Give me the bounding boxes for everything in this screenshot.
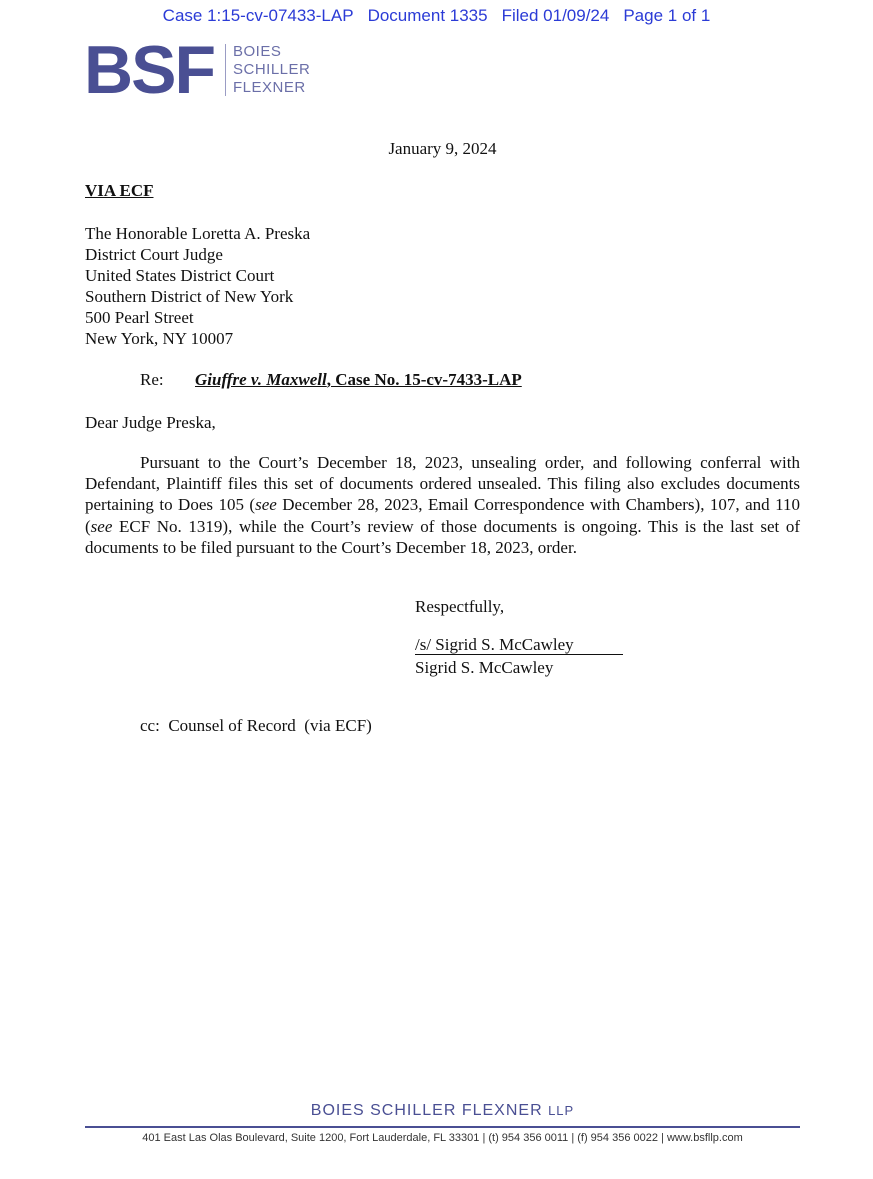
logo-words bbox=[233, 43, 310, 97]
footer-address: 401 East Las Olas Boulevard, Suite 1200, Fort Lauderdale, FL 33301 | (t) 954 356 0011 | (f) 954 356 0022 | www.bsfllp.com bbox=[142, 1132, 743, 1144]
body-text: December 28, 2023, Email Correspondence with Chambers), 107, and 110 ( bbox=[85, 495, 800, 536]
document-number: Document 1335 bbox=[367, 6, 488, 25]
body-see: see bbox=[255, 495, 277, 515]
footer-firm-name bbox=[0, 1102, 873, 1120]
address-line: United States District Court bbox=[85, 266, 275, 285]
logo-word-boies: BOIES bbox=[233, 43, 282, 60]
address-line: District Court Judge bbox=[85, 245, 223, 264]
delivery-method: VIA ECF bbox=[85, 181, 154, 200]
firm-logo bbox=[84, 32, 311, 108]
footer-firm-text: BOIES SCHILLER FLEXNER bbox=[310, 1102, 543, 1119]
recipient-address bbox=[85, 223, 310, 349]
re-label: Re: bbox=[140, 370, 164, 389]
page-count: Page 1 of 1 bbox=[623, 6, 711, 25]
signature-name: Sigrid S. McCawley bbox=[415, 658, 554, 677]
closing: Respectfully, bbox=[415, 597, 505, 616]
footer-llp: LLP bbox=[548, 1103, 575, 1118]
address-line: 500 Pearl Street bbox=[85, 308, 194, 327]
footer-divider bbox=[85, 1126, 800, 1128]
logo-word-schiller: SCHILLER bbox=[233, 61, 311, 78]
re-subject bbox=[195, 370, 522, 389]
body-see: see bbox=[90, 516, 113, 536]
body-text: ECF No. 1319), while the Court’s review of those documents is ongoing. This is the last set of documents to be filed pursuant to the Court’s December 18, 2023, order. bbox=[85, 516, 800, 557]
logo-divider bbox=[225, 44, 226, 96]
address-line: New York, NY 10007 bbox=[85, 329, 234, 348]
case-name: Giuffre v. Maxwell bbox=[195, 370, 327, 389]
filed-date: Filed 01/09/24 bbox=[501, 6, 610, 25]
re-line bbox=[140, 370, 522, 390]
body-text: Pursuant to the Court’s December 18, 2023, unsealing order, and following conferral with Defendant, Plaintiff files this set of documents ordered unsealed. This filing also excludes documents pertaining to Does 105 ( bbox=[85, 453, 800, 515]
case-number-ref: , Case No. 15-cv-7433-LAP bbox=[326, 370, 522, 389]
cc-line: cc: Counsel of Record (via ECF) bbox=[140, 716, 372, 735]
logo-word-flexner: FLEXNER bbox=[233, 79, 306, 96]
letter-date: January 9, 2024 bbox=[388, 139, 497, 158]
address-line: Southern District of New York bbox=[85, 287, 294, 306]
signature-line: /s/ Sigrid S. McCawley bbox=[415, 636, 623, 655]
greeting: Dear Judge Preska, bbox=[85, 413, 216, 432]
logo-mark: BSF bbox=[84, 32, 214, 108]
case-number: Case 1:15-cv-07433-LAP bbox=[162, 6, 354, 25]
ecf-header bbox=[0, 6, 873, 26]
address-line: The Honorable Loretta A. Preska bbox=[85, 224, 311, 243]
body-paragraph bbox=[85, 452, 800, 558]
